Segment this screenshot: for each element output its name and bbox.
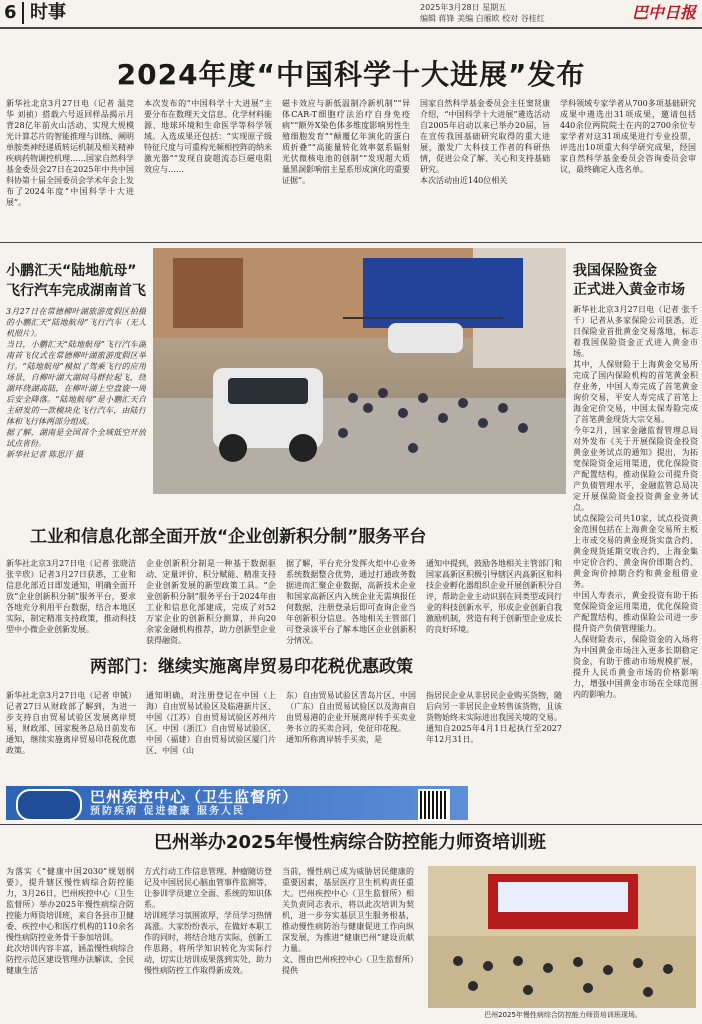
header-rule — [0, 27, 702, 29]
article3-col2: 企业创新积分制是一种基于数据驱动、定量评价、积分赋能、精准支持企业创新发展的新型政策工具。“企业创新积分制”服务平台于2024年由工业和信息化部建成，完成了对52万家企业的创新积分测算，并向20余家金融机构推荐，助力创新型企业获得融资。 — [146, 559, 276, 645]
training-photo — [428, 866, 696, 1008]
article4-title: 两部门：继续实施离岸贸易印花税优惠政策 — [90, 657, 413, 677]
article3-title: 工业和信息化部全面开放“企业创新积分制”服务平台 — [30, 527, 427, 547]
editors-line: 编辑 蒋锋 美编 白雁欧 校对 谷桂红 — [420, 14, 545, 23]
flying-car-photo-illustration — [153, 248, 566, 494]
article4-col1: 新华社北京3月27日电（记者 申铖）记者27日从财政部了解到，为进一步支持自由贸易试验区发展离岸贸易，财政部、国家税务总局日前发布通知，继续实施离岸贸易印花税优惠政策。 — [6, 691, 136, 755]
cdc-banner — [6, 786, 468, 820]
article1-title: 2024年度“中国科学十大进展”发布 — [116, 58, 586, 91]
flying-car-photo — [153, 248, 566, 494]
article6-col3: 当前，慢性病已成为威胁居民健康的重要因素，基层医疗卫生机构责任重大。巴州疾控中心（卫生监督所）相关负责同志表示，将以此次培训为契机，进一步夯实基层卫生服务根基，推动慢性病防治与健康促进工作向纵深发展，为推进“健康巴州”建设贡献力量。 文、图由巴州疾控中心（卫生监督所）提供 — [282, 867, 414, 975]
qr-code-icon — [418, 789, 450, 821]
article6-col2: 方式行动工作信息管理、肿瘤随访登记及中国居民心脑血管事件监测等，让参训学员建立全面、系统的知识体系。 培训班学习氛围浓厚，学员学习热情高涨。大家纷纷表示，在做好本职工作的同时，将结合地方实际，创新工作思路，将所学知识转化为实际行动，切实让培训成果落到实处，助力慢性病防控工作取得新成效。 — [144, 867, 272, 975]
banner-title: 巴州疾控中心（卫生监督所） — [90, 788, 299, 806]
cdc-logo-icon — [16, 789, 82, 821]
banner-slogan: 预防疾病 促进健康 服务人民 — [90, 806, 245, 817]
divider — [0, 242, 702, 243]
article4-col3: 东）自由贸易试验区青岛片区、中国（广东）自由贸易试验区以及海南自由贸易港的企业开展离岸转手买卖业务书立的买卖合同，免征印花税。 通知所称离岸转手买卖，是 — [286, 691, 416, 744]
section-name: 时事 — [22, 2, 66, 24]
article6-col1: 为落实《“健康中国2030”规划纲要》，提升辖区慢性病综合防控能力，3月26日，巴州疾控中心（卫生监督所）举办2025年慢性病综合防控能力师资培训班，来自各县市卫健委、疾控中心和医疗机构的110余名慢性病防控业务骨干参加培训。 此次培训内容丰富，涵盖慢性病综合防控示范区建设管理办法解读、全民健康生活 — [6, 867, 134, 975]
training-photo-illustration — [428, 866, 696, 1008]
article3-col3: 据了解，平台充分发挥火炬中心业务系统数据整合优势，通过打通政务数据进而汇聚企业数据，高新技术企业和国家高新区内入统企业无需填报任何数据，注册登录后即可查询企业当年创新积分信息。各地相关主管部门可登录该平台了解本地区企业创新积分情况。 — [286, 559, 416, 645]
date-line: 2025年3月28日 星期五 — [420, 3, 507, 12]
article4-col4: 指居民企业从非居民企业购买货物，随后向另一非居民企业转售该货物，且该货物始终未实际进出我国关境的交易。通知自2025年4月1日起执行至2027年12月31日。 — [426, 691, 562, 744]
article5-title-line1: 我国保险资金 — [573, 263, 657, 279]
training-photo-caption: 巴州2025年慢性病综合防控能力师资培训班现场。 — [484, 1011, 642, 1019]
article1-col2: 本次发布的“中国科学十大进展”主要分布在数理天文信息、化学材料能源、地球环境和生命医学等科学领域。入选成果还包括：“实现原子级特征尺度与可重构光频相控阵的纳米激光器”“发现自旋超流态巨磁电阻效应与…… — [144, 99, 272, 174]
article5-title-line2: 正式进入黄金市场 — [573, 282, 685, 298]
article4-col2: 通知明确，对注册登记在中国（上海）自由贸易试验区及临港新片区、中国（江苏）自由贸易试验区苏州片区、中国（浙江）自由贸易试验区、中国（福建）自由贸易试验区厦门片区、中国（山 — [146, 691, 276, 755]
article3-col4: 通知中提到，鼓励各地相关主管部门和国家高新区积极引导辖区内高新区和科技企业孵化器组织企业开展创新积分自评，帮助企业主动识别在同类型或同行业的科技创新水平，形成企业创新自我激励机制，营造有利于创新型企业成长的良好环境。 — [426, 559, 562, 634]
article2-title-line2: 飞行汽车完成湖南首飞 — [6, 283, 146, 299]
article2-title-line1: 小鹏汇天“陆地航母” — [6, 263, 137, 279]
article6-title: 巴州举办2025年慢性病综合防控能力师资培训班 — [153, 832, 547, 853]
article1-col5: 学科领域专家学者从700多项基础研究成果中遴选出31项成果，邀请包括440余位两院院士在内的2700余位专家学者对这31项成果进行专业投票，评选出10项重大科学研究成果，经国家自然科学基金委员会咨询委员会审议，最终确定入选名单。 — [560, 99, 696, 174]
divider — [0, 824, 702, 825]
article1-col4: 国家自然科学基金委员会主任窦贤康介绍，“中国科学十大进展”遴选活动自2005年启动以来已举办20届，旨在宣传我国基础研究取得的重大进展，激发广大科技工作者的科研热情，促进公众了解、关心和支持基础研究。 本次活动由近140位相关 — [420, 99, 550, 185]
article5-body: 新华社北京3月27日电（记者 张千千）记者从多家保险公司获悉，近日保险业首批黄金交易落地，标志着我国保险资金正式进入黄金市场。 其中，人保财险于上海黄金交易所完成了国内保险机构的首笔黄金积存业务，中国人寿完成了首笔黄金询价交易，平安人寿完成了首笔上海金定价交易，中国太保寿险完成了首笔黄金现货大宗交易。 今年2月，国家金融监督管理总局对外发布《关于开展保险资金投资黄金业务试点的通知》提出，为拓宽保险资金运用渠道，优化保险资产配置结构，推动保险公司提升资产负债管理水平，金融监管总局决定开展保险资金投资黄金业务试点。 试点保险公司共10家，试点投资黄金范围包括在上海黄金交易所主板上市或交易的黄金现货实盘合约、黄金现货延期交收合约、上海金集中定价合约、黄金询价即期合约、黄金询价掉期合约和黄金租借业务。 中国人寿表示，黄金投资有助于拓宽保险资金运用渠道，优化保险资产配置结构，推动保险公司进一步提升资产负债管理能力。 人保财险表示，保险资金的入场将为中国黄金市场注入更多长期稳定资金，有助于推动市场规模扩展，提升人民币黄金市场的价格影响力，增强中国黄金市场在全球范围内的影响力。 — [573, 305, 698, 699]
article3-col1: 新华社北京3月27日电（记者 张晓洁 张辛欣）记者3月27日获悉，工业和信息化部近日即发通知，明确全面开放“企业创新积分制”服务平台，要求各地充分利用平台数据，结合本地区实际，制定精准支持政策，推动科技型中小微企业创新发展。 — [6, 559, 136, 634]
page-number: 6 — [4, 2, 17, 23]
article1-col1: 新华社北京3月27日电（记者 温竞华 刘祯）搭载六号返回样品揭示月背28亿年前火山活动、实现大规模光计算芯片的智能推理与训练、阐明单胺类神经递质转运机制及相关精神疾病药物调控机理……国家自然科学基金委员会27日在2025年中共中国科协第十届全国委员会学术年会上发布了2024年度“中国科学十大进展”。 — [6, 99, 134, 207]
article1-col3: 磁卡效应与新低温制冷新机制”“异体CAR-T细胞疗法治疗自身免疫病”“额外X染色体多维度影响男性生殖细胞发育”“颠覆亿年演化的蛋白质折叠”“高能量转化效率氨系辐射光伏微核电池的创制”“发现超大质量黑洞影响宿主星系形成演化的重要证据”。 — [282, 99, 410, 185]
article2-body: 3月27日在常德柳叶湖旅游度假区拍摄的小鹏汇天“陆地航母”飞行汽车（无人机照片）。 当日，小鹏汇天“陆地航母”飞行汽车湖南首飞仪式在常德柳叶湖旅游度假区举行。“陆地航母”模拟了驾乘飞行的应用场景，自柳叶湖大湖间马群拉起飞，绕湖环绕湖高陆，在柳叶湖上空盘旋一周后安全降落。“陆地航母”是小鹏汇天自主研发的一款模块化飞行汽车，由陆行体和飞行体两部分组成。 据了解，湖南是全国首个全域低空开放试点省份。 新华社记者 陈思汗 摄 — [6, 307, 146, 459]
newspaper-brand: 巴中日报 — [631, 3, 696, 22]
